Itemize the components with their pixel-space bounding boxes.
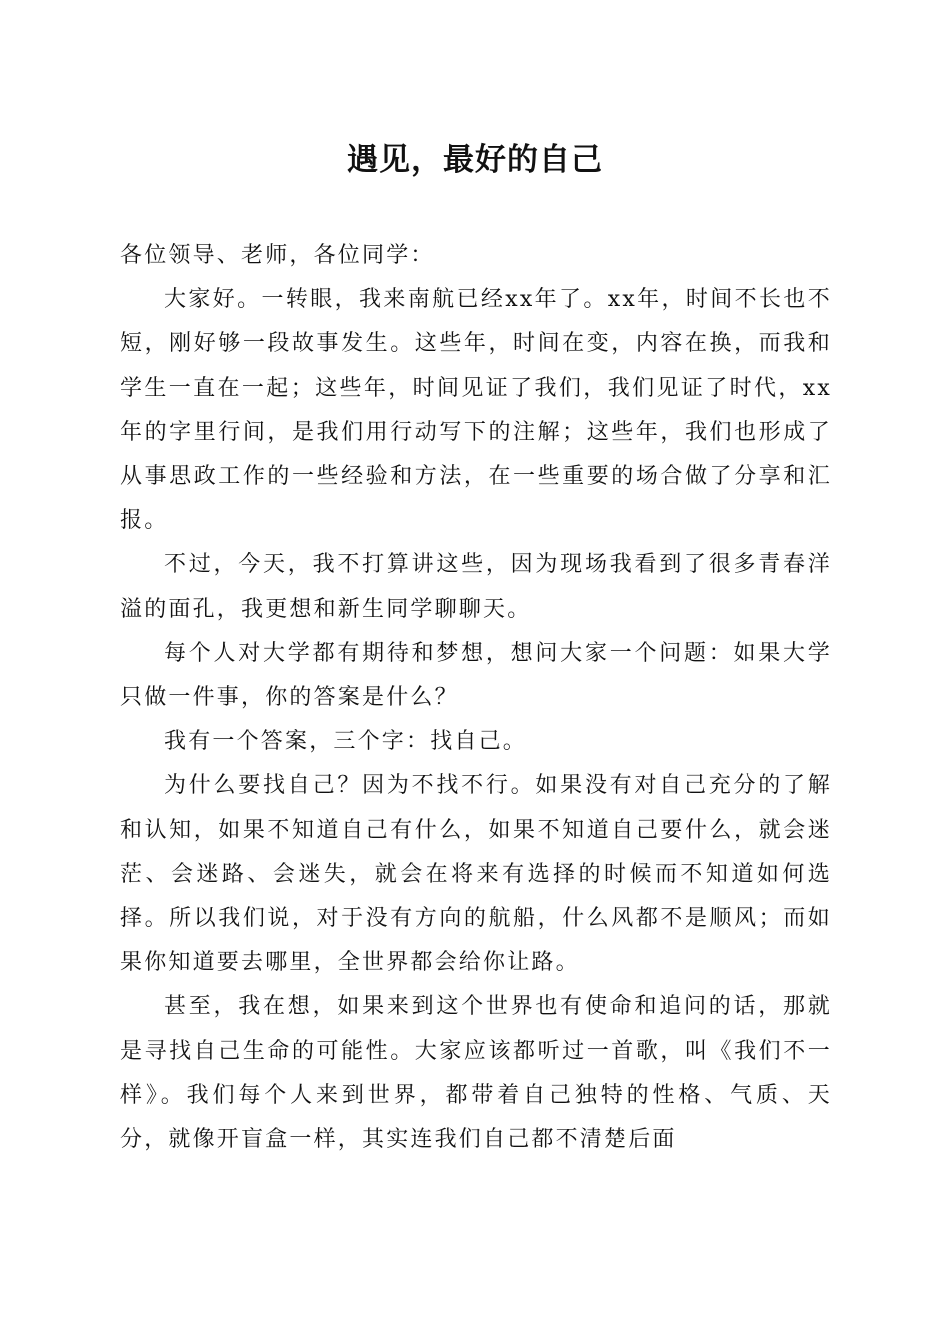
- paragraph: 为什么要找自己？因为不找不行。如果没有对自己充分的了解和认知，如果不知道自己有什么，如果不知道自己要什么，就会迷茫、会迷路、会迷失，就会在将来有选择的时候而不知道如何选择。所以我们说，对于没有方向的航船，什么风都不是顺风；而如果你知道要去哪里，全世界都会给你让路。: [120, 773, 832, 976]
- document-body: [120, 234, 832, 1162]
- paragraph: 不过，今天，我不打算讲这些，因为现场我看到了很多青春洋溢的面孔，我更想和新生同学聊聊天。: [120, 552, 832, 622]
- paragraph: 每个人对大学都有期待和梦想，想问大家一个问题：如果大学只做一件事，你的答案是什么？: [120, 640, 832, 711]
- document-title: 遇见，最好的自己: [347, 142, 603, 178]
- paragraph: 大家好。一转眼，我来南航已经xx年了。xx年，时间不长也不短，刚好够一段故事发生。这些年，时间在变，内容在换，而我和学生一直在一起；这些年，时间见证了我们，我们见证了时代，xx年的字里行间，是我们用行动写下的注解；这些年，我们也形成了从事思政工作的一些经验和方法，在一些重要的场合做了分享和汇报。: [120, 287, 832, 534]
- paragraph: 甚至，我在想，如果来到这个世界也有使命和追问的话，那就是寻找自己生命的可能性。大家应该都听过一首歌，叫《我们不一样》。我们每个人来到世界，都带着自己独特的性格、气质、天分，就像开盲盒一样，其实连我们自己都不清楚后面: [120, 994, 832, 1153]
- salutation: 各位领导、老师，各位同学：: [120, 243, 435, 268]
- paragraph: 我有一个答案，三个字：找自己。: [164, 729, 528, 755]
